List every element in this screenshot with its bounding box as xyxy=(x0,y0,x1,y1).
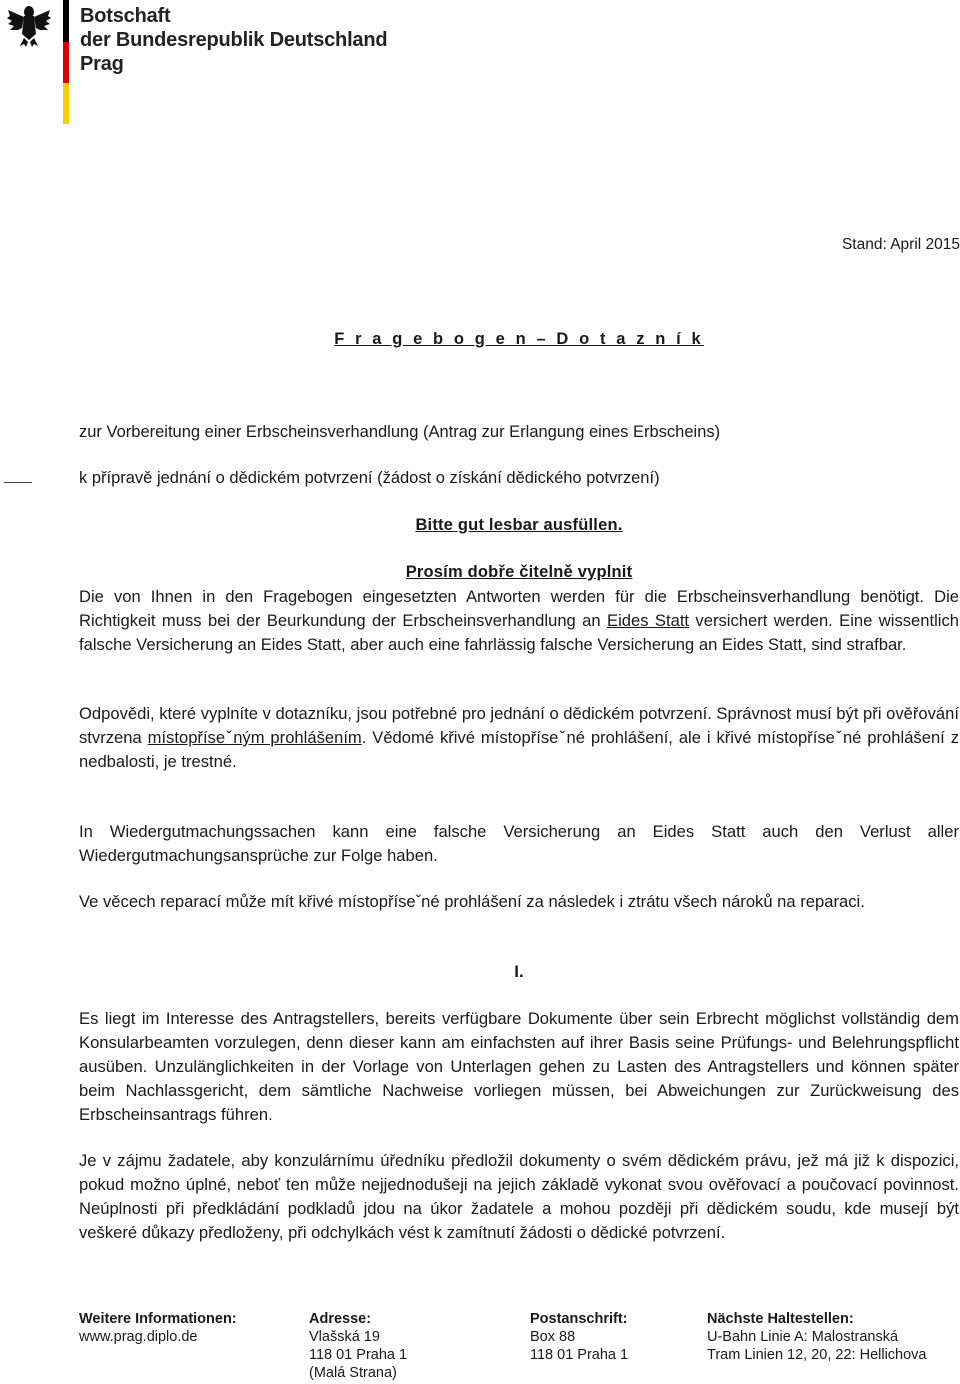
paragraph-german-documents: Es liegt im Interesse des Antragstellers, bereits verfügbare Dokumente über sein Erbrecht möglichst vollständig dem Konsularbeamten vorzulegen, denn dieser kann am einfachsten auf ihrer Basis seine Prüfungs- und Belehrungspflicht ausüben. Unzulänglichkeiten in der Vorlage von Unterlagen gehen zu Lasten des Antragstellers und können später beim Nachlassgericht, dem sämtliche Nachweise vorliegen müssen, bei Abweichungen zur Zurückweisung des Erbscheinsantrags führen. xyxy=(79,1009,959,1124)
document-title: F r a g e b o g e n – D o t a z n í k xyxy=(334,330,704,348)
paragraph-czech-documents: Je v zájmu žadatele, aby konzulárnímu úředníku předložil dokumenty o svém dědickém právu, jež má již k dispozici, pokud možno úplné, neboť ten může nejjednodušeji na jejich základě vykonat svou ověřovací a poučovací povinnost. Neúplnosti při předkládání podkladů jdou na úkor žadatele a mohou později při dědickém soudu, kde musejí být veškeré důkazy předloženy, při odchylkách vést k zamítnutí žádosti o dědické potvrzení. xyxy=(79,1151,959,1242)
section-heading: I. xyxy=(514,962,524,981)
subtitle-czech: k přípravě jednání o dědickém potvrzení (žádost o získání dědického potvrzení) xyxy=(79,469,660,487)
paragraph-czech-oath: Odpovědi, které vyplníte v dotazníku, jsou potřebné pro jednání o dědickém potvrzení. Správnost musí být při ověřování stvrzena místopříseˇným prohlášením. Vědomé křivé místopříseˇné prohlášení, ale i křivé místopříseˇné prohlášení z nedbalosti, je trestné. xyxy=(79,704,959,771)
footer-line: Tram Linien 12, 20, 22: Hellichova xyxy=(707,1347,927,1363)
footer-line: 118 01 Praha 1 xyxy=(309,1347,408,1363)
footer-heading: Postanschrift: xyxy=(530,1311,628,1327)
german-flag-bar xyxy=(63,0,69,124)
notice-czech: Prosím dobře čitelně vyplnit xyxy=(405,563,633,581)
date-stamp: Stand: April 2015 xyxy=(841,236,960,253)
affidavit-underlined: místopříseˇným prohlášením xyxy=(147,728,362,747)
paragraph-czech-restitution: Ve věcech reparací může mít křivé místopříseˇné prohlášení za následek i ztrátu všech nároků na reparaci. xyxy=(79,892,865,911)
footer-line: Vlašská 19 xyxy=(309,1329,380,1345)
org-line: Botschaft xyxy=(80,5,171,27)
footer-transport xyxy=(707,1310,927,1364)
notice-german: Bitte gut lesbar ausfüllen. xyxy=(415,516,623,534)
margin-dash xyxy=(4,482,32,483)
website-link[interactable]: www.prag.diplo.de xyxy=(79,1329,198,1345)
paragraph-german-oath: Die von Ihnen in den Fragebogen eingesetzten Antworten werden für die Erbscheinsverhandlung benötigt. Die Richtigkeit muss bei der Beurkundung der Erbscheinsverhandlung an Eides Statt versichert werden. Eine wissentlich falsche Versicherung an Eides Statt, aber auch eine fahrlässig falsche Versicherung an Eides Statt, sind strafbar. xyxy=(79,587,959,654)
org-line: der Bundesrepublik Deutschland xyxy=(80,29,388,51)
eides-statt-underlined: Eides Statt xyxy=(607,611,690,630)
paragraph-german-restitution: In Wiedergutmachungssachen kann eine falsche Versicherung an Eides Statt auch den Verlust aller Wiedergutmachungsansprüche zur Folge haben. xyxy=(79,822,959,865)
footer-line: (Malá Strana) xyxy=(309,1365,397,1381)
footer-heading: Adresse: xyxy=(309,1311,372,1327)
federal-eagle-logo xyxy=(6,4,52,48)
footer-info xyxy=(79,1310,237,1346)
org-line: Prag xyxy=(80,53,124,75)
footer-line: 118 01 Praha 1 xyxy=(530,1347,629,1363)
footer-postal xyxy=(530,1310,628,1364)
footer-line: U-Bahn Linie A: Malostranská xyxy=(707,1329,899,1345)
footer-address xyxy=(309,1310,407,1382)
footer-heading: Nächste Haltestellen: xyxy=(707,1311,854,1327)
subtitle-german: zur Vorbereitung einer Erbscheinsverhandlung (Antrag zur Erlangung eines Erbscheins) xyxy=(79,423,721,441)
embassy-name xyxy=(80,4,387,76)
footer-line: Box 88 xyxy=(530,1329,576,1345)
footer-heading: Weitere Informationen: xyxy=(79,1311,237,1327)
